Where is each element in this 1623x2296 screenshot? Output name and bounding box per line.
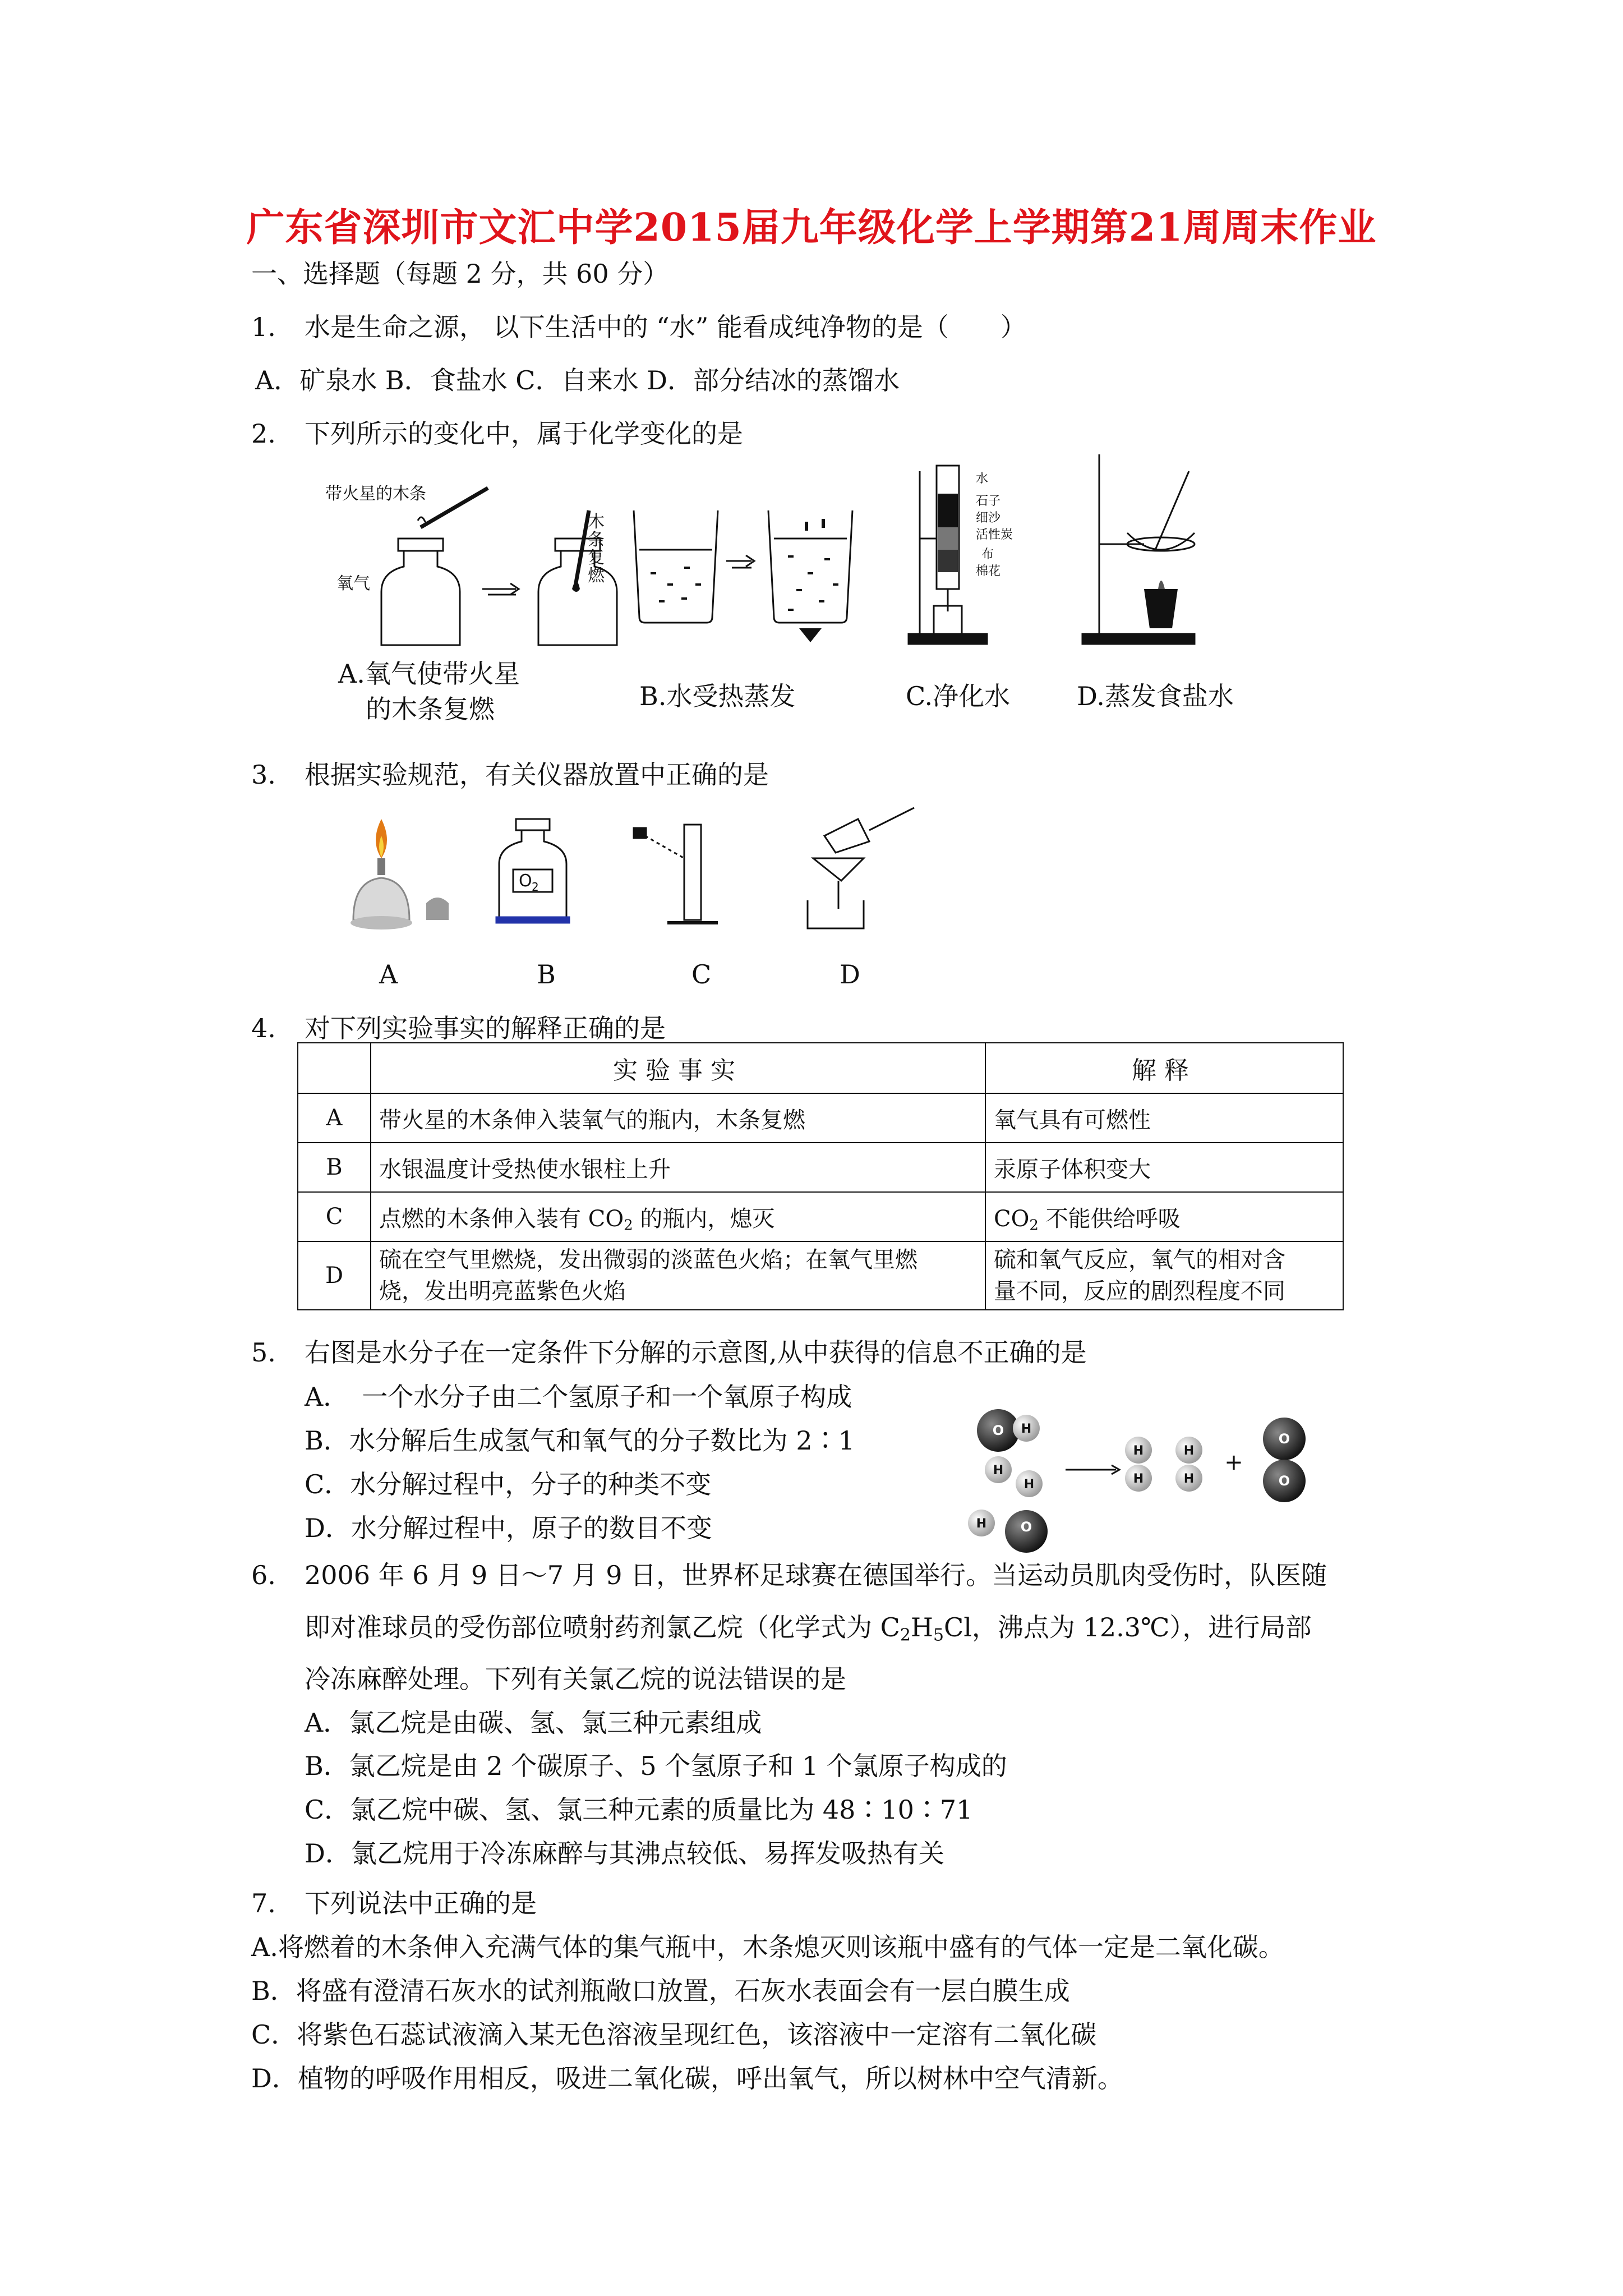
- q7-option-d: D．植物的呼吸作用相反，吸进二氧化碳，呼出氧气，所以树林中空气清新。: [251, 2063, 1123, 2093]
- q5-option-d: D．水分解过程中，原子的数目不变: [305, 1513, 712, 1543]
- q3-label-a: A: [379, 959, 398, 990]
- row-fact: 水银温度计受热使水银柱上升: [371, 1143, 985, 1192]
- q3-number: 3.: [251, 760, 276, 790]
- measuring-cylinder-icon: [634, 825, 718, 923]
- q2-figure-evaporation: [1077, 449, 1223, 651]
- table-row: [298, 1241, 1343, 1310]
- q2-figure-water-filter: [903, 460, 1049, 651]
- row-explanation: 汞原子体积变大: [985, 1143, 1343, 1192]
- svg-text:H: H: [1183, 1444, 1195, 1458]
- q3-label-d: D: [840, 959, 860, 990]
- svg-text:O: O: [1020, 1519, 1032, 1535]
- table-header-explanation: 解释: [985, 1043, 1343, 1093]
- stick-label: 带火星的木条: [325, 484, 426, 504]
- svg-text:H: H: [1023, 1478, 1035, 1492]
- filter-stone-label: 石子: [976, 494, 1001, 508]
- relight-label-1: 木: [588, 512, 605, 532]
- q5-option-a: A． 一个水分子由二个氢原子和一个氧原子构成: [305, 1382, 852, 1412]
- q6-line3: 冷冻麻醉处理。下列有关氯乙烷的说法错误的是: [305, 1664, 846, 1694]
- row-explanation: 硫和氧气反应，氧气的相对含 量不同，反应的剧烈程度不同: [985, 1241, 1343, 1310]
- q2-caption-a-line1: A.氧气使带火星: [338, 659, 520, 689]
- q2-caption-c: C.净化水: [906, 681, 1011, 711]
- q7-number: 7.: [251, 1888, 276, 1918]
- table-header-empty: [298, 1043, 371, 1093]
- svg-text:H: H: [993, 1464, 1004, 1478]
- row-explanation: $CO_2$ 不能供给呼吸: [985, 1192, 1343, 1241]
- q3-figure-instruments: [331, 808, 937, 954]
- row-fact: 点燃的木条伸入装有 $CO_2$ 的瓶内，熄灭: [371, 1192, 985, 1241]
- q6-number: 6.: [251, 1560, 276, 1590]
- svg-text:H: H: [1183, 1472, 1195, 1486]
- q5-number: 5.: [251, 1337, 276, 1368]
- q7-option-c: C．将紫色石蕊试液滴入某无色溶液呈现红色，该溶液中一定溶有二氧化碳: [251, 2019, 1097, 2050]
- q3-label-b: B: [537, 959, 556, 990]
- q4-stem: 对下列实验事实的解释正确的是: [305, 1013, 666, 1043]
- alcohol-lamp-icon: [351, 819, 449, 930]
- q3-label-c: C: [691, 959, 712, 990]
- svg-text:H: H: [1133, 1472, 1144, 1486]
- q5-stem: 右图是水分子在一定条件下分解的示意图,从中获得的信息不正确的是: [305, 1337, 1087, 1368]
- q4-number: 4.: [251, 1013, 276, 1043]
- filter-water-label: 水: [976, 472, 989, 486]
- svg-text:H: H: [976, 1517, 987, 1531]
- row-fact: 带火星的木条伸入装氧气的瓶内，木条复燃: [371, 1093, 985, 1143]
- table-header-fact: 实验事实: [371, 1043, 985, 1093]
- bottle-label-subscript: 2: [532, 880, 539, 894]
- row-key: D: [298, 1241, 371, 1310]
- q6-option-b: B．氯乙烷是由 2 个碳原子、5 个氢原子和 1 个氯原子构成的: [305, 1751, 1007, 1781]
- q7-option-a: A.将燃着的木条伸入充满气体的集气瓶中，木条熄灭则该瓶中盛有的气体一定是二氧化碳。: [251, 1932, 1284, 1962]
- q2-number: 2.: [251, 418, 276, 449]
- filter-carbon-label: 活性炭: [976, 528, 1013, 542]
- section-heading: 一、选择题（每题 2 分，共 60 分）: [251, 259, 669, 289]
- row-key: A: [298, 1093, 371, 1143]
- q2-caption-b: B.水受热蒸发: [639, 681, 796, 711]
- q6-option-c: C．氯乙烷中碳、氢、氯三种元素的质量比为 48∶10∶71: [305, 1795, 973, 1825]
- q3-stem: 根据实验规范，有关仪器放置中正确的是: [305, 760, 769, 790]
- q5-figure-water-decomposition: [965, 1408, 1368, 1565]
- document-title: 广东省深圳市文汇中学2015届九年级化学上学期第21周周末作业: [246, 205, 1377, 250]
- row-fact: 硫在空气里燃烧，发出微弱的淡蓝色火焰；在氧气里燃 烧，发出明亮蓝紫色火焰: [371, 1241, 985, 1310]
- q7-stem: 下列说法中正确的是: [305, 1888, 537, 1918]
- svg-text:O: O: [1278, 1473, 1290, 1489]
- svg-text:O: O: [992, 1423, 1004, 1438]
- relight-label-2: 条: [588, 530, 605, 550]
- row-key: B: [298, 1143, 371, 1192]
- q6-line2: 即对准球员的受伤部位喷射药剂氯乙烷（化学式为 $C_2H_5Cl$，沸点为 12.3℃），进行局部: [305, 1612, 1312, 1645]
- q1-number: 1.: [251, 312, 276, 342]
- q2-stem: 下列所示的变化中，属于化学变化的是: [305, 418, 743, 449]
- q6-option-a: A．氯乙烷是由碳、氢、氯三种元素组成: [305, 1708, 762, 1738]
- row-key: C: [298, 1192, 371, 1241]
- q2-caption-a-line2: 的木条复燃: [366, 694, 495, 724]
- relight-label-3: 复: [588, 548, 605, 568]
- svg-text:H: H: [1133, 1444, 1144, 1458]
- q4-table: [297, 1042, 1344, 1310]
- q5-option-b: B．水分解后生成氢气和氧气的分子数比为 2∶1: [305, 1425, 855, 1456]
- table-header-row: [298, 1043, 1343, 1093]
- gas-bottle-icon: [496, 819, 569, 923]
- funnel-pour-icon: [808, 808, 914, 928]
- q1-options: A．矿泉水 B．食盐水 C．自来水 D．部分结冰的蒸馏水: [255, 365, 900, 395]
- bottle-label: O: [519, 871, 532, 891]
- table-row: [298, 1093, 1343, 1143]
- q6-line1: 2006 年 6 月 9 日～7 月 9 日，世界杯足球赛在德国举行。当运动员肌肉受伤时，队医随: [305, 1560, 1327, 1590]
- q2-caption-d: D.蒸发食盐水: [1077, 681, 1234, 711]
- svg-text:H: H: [1021, 1422, 1032, 1436]
- q6-option-d: D．氯乙烷用于冷冻麻醉与其沸点较低、易挥发吸热有关: [305, 1838, 944, 1869]
- q2-figure-beakers: [628, 505, 852, 651]
- relight-label-4: 燃: [588, 566, 605, 586]
- q7-option-b: B．将盛有澄清石灰水的试剂瓶敞口放置，石灰水表面会有一层白膜生成: [251, 1976, 1070, 2006]
- svg-text:O: O: [1278, 1431, 1290, 1447]
- plus-sign: +: [1224, 1450, 1243, 1475]
- row-explanation: 氧气具有可燃性: [985, 1093, 1343, 1143]
- table-row: [298, 1192, 1343, 1241]
- filter-cloth-label: 布: [981, 547, 994, 562]
- filter-sand-label: 细沙: [976, 511, 1001, 525]
- table-row: [298, 1143, 1343, 1192]
- q1-stem: 水是生命之源， 以下生活中的 “水” 能看成纯净物的是（ ）: [305, 312, 1026, 342]
- oxygen-label: 氧气: [336, 574, 370, 593]
- filter-cotton-label: 棉花: [976, 564, 1001, 578]
- q5-option-c: C．水分解过程中，分子的种类不变: [305, 1469, 712, 1499]
